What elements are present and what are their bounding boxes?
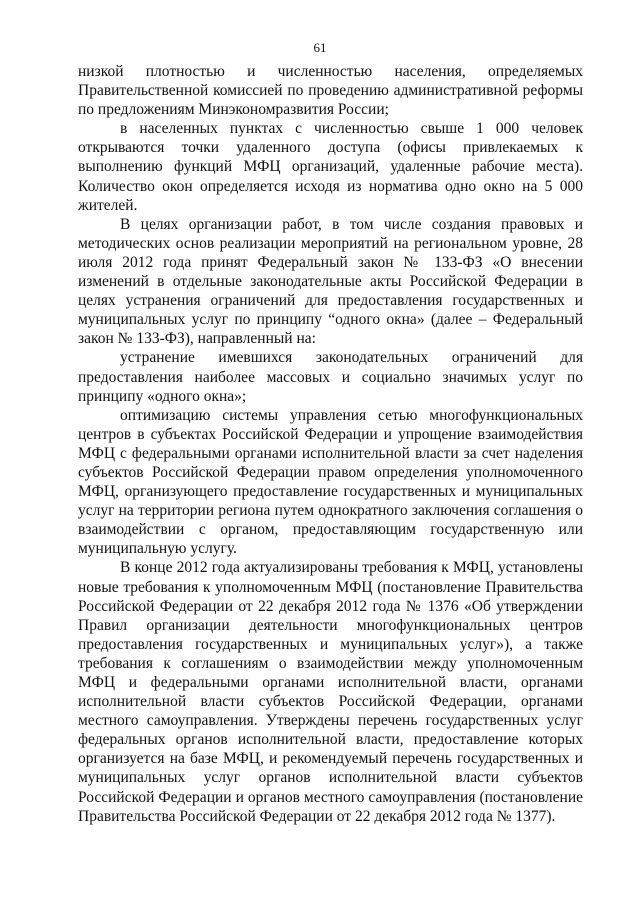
page-number: 61	[313, 40, 327, 55]
paragraph-6: В конце 2012 года актуализированы требования к МФЦ, установлены новые требования к уполномоченным МФЦ (постановление Правительства Российской Федерации от 22 декабря 2012 года № 1376 «Об утверждении Правил организации деятельности многофункциональных центров предоставления государственных и муниципальных услуг»), а также требования к соглашениям о взаимодействии между уполномоченным МФЦ и федеральными органами исполнительной власти, органами исполнительной власти субъектов Российской Федерации, органами местного самоуправления. Утверждены перечень государственных услуг федеральных органов исполнительной власти, предоставление которых организуется на базе МФЦ, и рекомендуемый перечень государственных и муниципальных услуг органов исполнительной власти субъектов Российской Федерации и органов местного самоуправления (постановление Правительства Российской Федерации от 22 декабря 2012 года № 1377).	[78, 559, 583, 825]
document-body	[78, 62, 583, 826]
paragraph-5: оптимизацию системы управления сетью многофункциональных центров в субъектах Российской Федерации и упрощение взаимодействия МФЦ с федеральными органами исполнительной власти за счет наделения субъектов Российской Федерации правом определения уполномоченного МФЦ, организующего предоставление государственных и муниципальных услуг на территории региона путем однократного заключения соглашения о взаимодействии с органом, предоставляющим государственную или муниципальную услугу.	[78, 406, 583, 558]
paragraph-3: В целях организации работ, в том числе создания правовых и методических основ реализации мероприятий на региональном уровне, 28 июля 2012 года принят Федеральный закон № 133-ФЗ «О внесении изменений в отдельные законодательные акты Российской Федерации в целях устранения ограничений для предоставления государственных и муниципальных услуг по принципу “одного окна» (далее – Федеральный закон № 133-ФЗ), направленный на:	[78, 215, 583, 348]
paragraph-2: в населенных пунктах с численностью свыше 1 000 человек открываются точки удаленного доступа (офисы привлекаемых к выполнению функций МФЦ организаций, удаленные рабочие места). Количество окон определяется исходя из норматива одно окно на 5 000 жителей.	[78, 120, 583, 214]
paragraph-4: устранение имевшихся законодательных ограничений для предоставления наиболее массовых и социально значимых услуг по принципу «одного окна»;	[78, 349, 583, 405]
paragraph-1: низкой плотностью и численностью населения, определяемых Правительственной комиссией по проведению административной реформы по предложениям Минэкономразвития России;	[78, 63, 583, 119]
